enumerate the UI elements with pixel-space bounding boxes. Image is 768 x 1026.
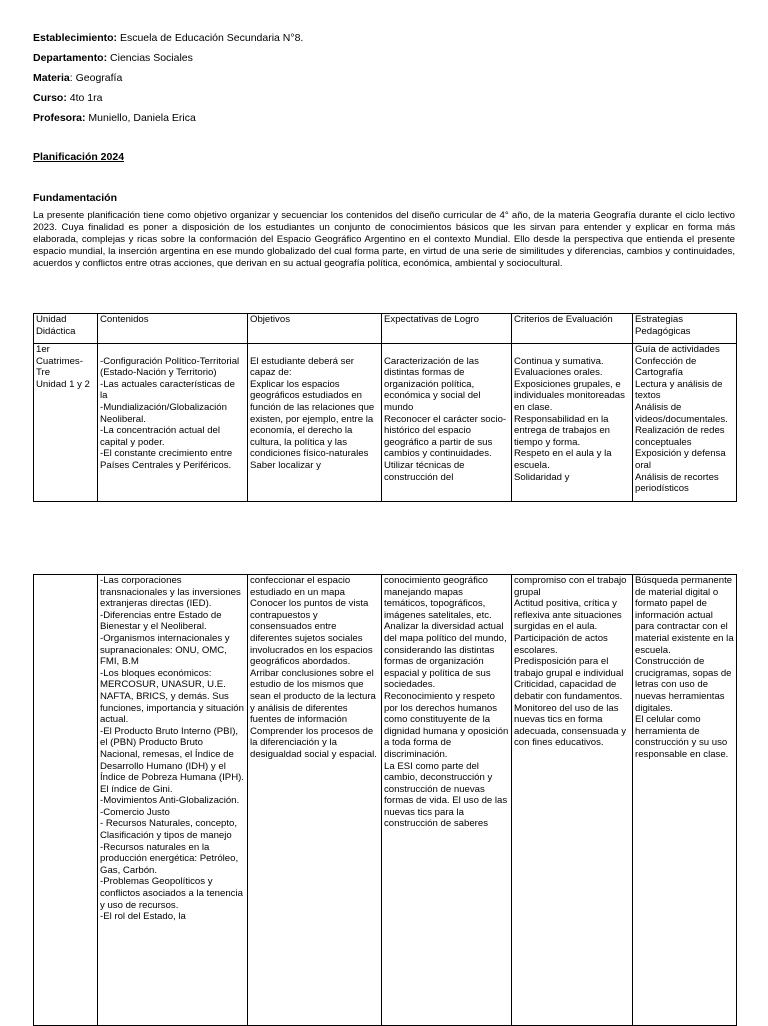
departamento-line: Departamento: Ciencias Sociales xyxy=(33,52,193,64)
fundamentacion-text: La presente planificación tiene como objetivo organizar y secuenciar los contenidos del diseño curricular de 4° año, de la materia Geografía durante el ciclo lectivo 2023. Cuya finalidad es poner a disposición de los estudiantes un conjunto de conocimientos básicos que les sirvan para entender y explicar en forma más elaborada, complejas y ricas sobre la conformación del Espacio Geográfico Argentino en el contexto Mundial. Ello desde la perspectiva que entienda el presente espacio mundial, la inserción argentina en ese mundo globalizado del cual forma parte, en virtud de una serie de similitudes y diferencias, cambios y continuidades, acuerdos y conflictos entre otras acciones, que derivan en su actual geografía política, económica, ambiental y sociocultural. xyxy=(33,210,735,270)
cell-expectativas: conocimiento geográfico manejando mapas temáticos, topográficos, imágenes satelitales, etc. Analizar la diversidad actual del mapa político del mundo, considerando las distintas formas de organización espacial y política de sus sociedades. Reconocimiento y respeto por los derechos humanos como constituyente de la dignidad humana y oposición a toda forma de discriminación. La ESI como parte del cambio, deconstrucción y construcción de nuevas formas de vida. El uso de las nuevas tics para la construcción de saberes xyxy=(382,575,512,1026)
cell-unidad: 1er Cuatrimes-Tre Unidad 1 y 2 xyxy=(34,344,98,502)
cell-contenidos: -Las corporaciones transnacionales y las inversiones extranjeras directas (IED). -Diferencias entre Estado de Bienestar y el Neoliberal. -Organismos internacionales y supranacionales: ONU, OMC, FMI, B.M -Los bloques económicos: MERCOSUR, UNASUR, U.E. NAFTA, BRICS, y demás. Sus funciones, importancia y situación actual. -El Producto Bruto Interno (PBI), el (PBN) Producto Bruto Nacional, remesas, el Índice de Desarrollo Humano (IDH) y el Índice de Pobreza Humana (IPH). El índice de Gini. -Movimientos Anti-Globalización. -Comercio Justo - Recursos Naturales, concepto, Clasificación y tipos de manejo -Recursos naturales en la producción energética: Petróleo, Gas, Carbón. -Problemas Geopolíticos y conflictos asociados a la tenencia y uso de recursos. -El rol del Estado, la xyxy=(98,575,248,1026)
establecimiento-line: Establecimiento: Escuela de Educación Secundaria N°8. xyxy=(33,32,304,44)
plan-title: Planificación 2024 xyxy=(33,151,125,163)
header-objetivos: Objetivos xyxy=(248,314,382,344)
profesora-line: Profesora: Muniello, Daniela Erica xyxy=(33,112,196,124)
fundamentacion-title: Fundamentación xyxy=(33,192,118,204)
header-contenidos: Contenidos xyxy=(98,314,248,344)
cell-objetivos: confeccionar el espacio estudiado en un mapa Conocer los puntos de vista contrapuestos y consensuados entre diferentes sujetos sociales involucrados en los espacios geográficos abordados. Arribar conclusiones sobre el estudio de los mismos que sean el producto de la lectura y análisis de diferentes fuentes de información Comprender los procesos de la diferenciación y la desigualdad social y espacial. xyxy=(248,575,382,1026)
cell-criterios: compromiso con el trabajo grupal Actitud positiva, crítica y reflexiva ante situaciones surgidas en el aula. Participación de actos escolares. Predisposición para el trabajo grupal e individual Criticidad, capacidad de debatir con fundamentos. Monitoreo del uso de las nuevas tics en forma adecuada, consensuada y con fines educativos. xyxy=(512,575,633,1026)
header-unidad: Unidad Didáctica xyxy=(34,314,98,344)
curso-line: Curso: 4to 1ra xyxy=(33,92,103,104)
cell-estrategias: Guía de actividades Confección de Cartografía Lectura y análisis de textos Análisis de videos/documentales. Realización de redes conceptuales Exposición y defensa oral Análisis de recortes periodísticos xyxy=(633,344,737,502)
cell-criterios: Continua y sumativa. Evaluaciones orales. Exposiciones grupales, e individuales monitoreadas en clase. Responsabilidad en la entrega de trabajos en tiempo y forma. Respeto en el aula y la escuela. Solidaridad y xyxy=(512,344,633,502)
cell-expectativas: Caracterización de las distintas formas de organización política, económica y social del mundo Reconocer el carácter socio-histórico del espacio geográfico a partir de sus cambios y continuidades. Utilizar técnicas de construcción del xyxy=(382,344,512,502)
table-row xyxy=(34,575,737,1026)
document-header xyxy=(33,31,303,131)
planning-table-page-2 xyxy=(33,574,737,1026)
cell-objetivos: El estudiante deberá ser capaz de: Explicar los espacios geográficos estudiados en función de las relaciones que existen, por ejemplo, entre la economía, el derecho la cultura, la política y las condiciones físico-naturales Saber localizar y xyxy=(248,344,382,502)
header-criterios: Criterios de Evaluación xyxy=(512,314,633,344)
planning-table-page-1 xyxy=(33,313,737,502)
materia-line: Materia: Geografía xyxy=(33,72,123,84)
header-estrategias: Estrategias Pedagógicas xyxy=(633,314,737,344)
cell-estrategias: Búsqueda permanente de material digital o formato papel de información actual para contractar con el material existente en la escuela. Construcción de crucigramas, sopas de letras con uso de nuevas herramientas digitales. El celular como herramienta de construcción y su uso responsable en clase. xyxy=(633,575,737,1026)
table-header-row xyxy=(34,314,737,344)
table-row xyxy=(34,344,737,502)
header-expectativas: Expectativas de Logro xyxy=(382,314,512,344)
cell-contenidos: -Configuración Político-Territorial (Estado-Nación y Territorio) -Las actuales características de la -Mundialización/Globalización Neoliberal. -La concentración actual del capital y poder. -El constante crecimiento entre Países Centrales y Periféricos. xyxy=(98,344,248,502)
cell-unidad xyxy=(34,575,98,1026)
